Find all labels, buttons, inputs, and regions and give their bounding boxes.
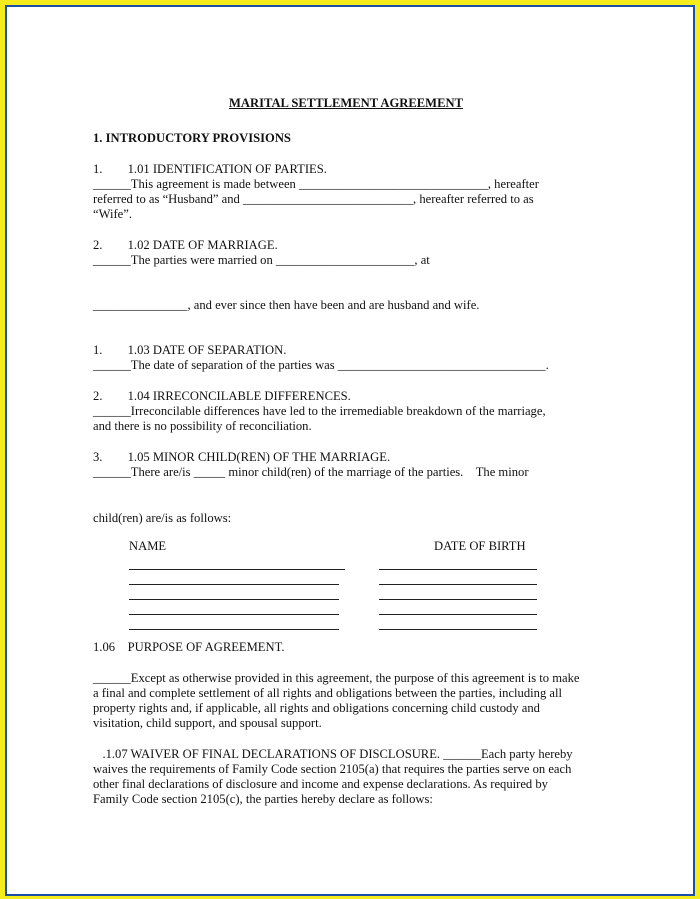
clause-107-line: .1.07 WAIVER OF FINAL DECLARATIONS OF DISCLOSURE. ______Each party hereby (93, 747, 573, 761)
children-name-header: NAME (129, 539, 167, 553)
clause-107-line: other final declarations of disclosure and income and expense declarations. As required by (93, 777, 548, 791)
clause-102-line: _______________, and ever since then have been and are husband and wife. (93, 298, 480, 312)
clause-101-line: “Wife”. (93, 207, 132, 221)
child-name-blank (129, 584, 339, 585)
clause-107-line: waives the requirements of Family Code section 2105(a) that requires the parties serve on each (93, 762, 572, 776)
clause-107-line: Family Code section 2105(c), the parties hereby declare as follows: (93, 792, 433, 806)
clause-101-line: referred to as “Husband” and ___________________________, hereafter referred to as (93, 192, 534, 206)
clause-101-heading: 1. 1.01 IDENTIFICATION OF PARTIES. (93, 162, 327, 176)
child-name-blank (129, 629, 339, 630)
clause-104-heading: 2. 1.04 IRRECONCILABLE DIFFERENCES. (93, 389, 351, 403)
child-name-blank (129, 569, 345, 570)
clause-106-line: ______Except as otherwise provided in this agreement, the purpose of this agreement is to make (93, 671, 580, 685)
children-dob-header: DATE OF BIRTH (434, 539, 526, 553)
clause-105-heading: 3. 1.05 MINOR CHILD(REN) OF THE MARRIAGE. (93, 450, 391, 464)
clause-103-line: ______The date of separation of the parties was _________________________________. (93, 358, 549, 372)
document-title: MARITAL SETTLEMENT AGREEMENT (229, 96, 463, 110)
child-name-blank (129, 614, 339, 615)
clause-101-line: ______This agreement is made between ______________________________, hereafter (93, 177, 539, 191)
clause-104-line: ______Irreconcilable differences have led to the irremediable breakdown of the marriage, (93, 404, 546, 418)
clause-106-line: property rights and, if applicable, all rights and obligations concerning child custody and (93, 701, 540, 715)
clause-106-line: visitation, child support, and spousal support. (93, 716, 322, 730)
child-dob-blank (379, 614, 537, 615)
clause-104-line: and there is no possibility of reconciliation. (93, 419, 312, 433)
clause-102-heading: 2. 1.02 DATE OF MARRIAGE. (93, 238, 278, 252)
clause-105-line: ______There are/is _____ minor child(ren) of the marriage of the parties. The minor (93, 465, 529, 479)
section-heading-introductory: 1. INTRODUCTORY PROVISIONS (93, 131, 291, 145)
clause-102-line: ______The parties were married on ______________________, at (93, 253, 430, 267)
clause-106-line: a final and complete settlement of all rights and obligations between the parties, including all (93, 686, 562, 700)
clause-106-heading: 1.06 PURPOSE OF AGREEMENT. (93, 640, 285, 654)
child-dob-blank (379, 629, 537, 630)
child-dob-blank (379, 584, 537, 585)
clause-105-line: child(ren) are/is as follows: (93, 511, 232, 525)
clause-103-heading: 1. 1.03 DATE OF SEPARATION. (93, 343, 287, 357)
document-page (7, 7, 693, 894)
child-dob-blank (379, 569, 537, 570)
child-dob-blank (379, 599, 537, 600)
child-name-blank (129, 599, 339, 600)
document-frame (5, 5, 695, 896)
